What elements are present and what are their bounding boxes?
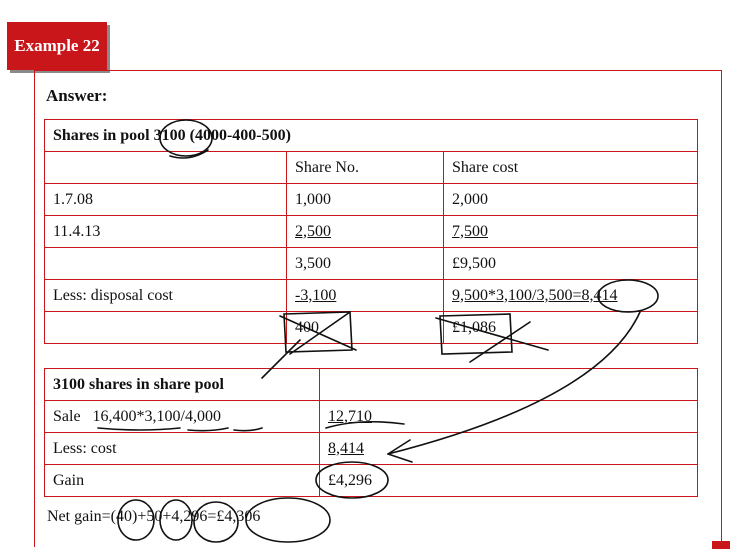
table-row [45, 433, 698, 465]
row-label: Sale [53, 407, 81, 425]
share-cost: 9,500*3,100/3,500=8,414 [452, 286, 618, 304]
pool-table-title: Shares in pool 3100 (4000-400-500) [45, 120, 698, 152]
sale-value: 12,710 [328, 407, 372, 425]
row-label [45, 248, 287, 280]
share-number-cell [287, 216, 444, 248]
corner-marker [712, 541, 730, 549]
table-row [45, 465, 698, 497]
net-gain-text: Net gain=(40)+50+4,296=£4,306 [47, 508, 261, 525]
empty-cell [320, 369, 698, 401]
row-label: Less: cost [45, 433, 320, 465]
header-cell [45, 152, 287, 184]
row-label: Gain [45, 465, 320, 497]
cost-value: 8,414 [328, 439, 364, 457]
value-cell [320, 433, 698, 465]
share-number: -3,100 [295, 286, 337, 304]
table-row [45, 280, 698, 312]
share-pool-table [44, 119, 698, 344]
share-cost: £9,500 [444, 248, 698, 280]
value-cell [320, 401, 698, 433]
answer-label: Answer: [46, 86, 108, 105]
table-row [45, 312, 698, 344]
share-cost-cell [444, 216, 698, 248]
gain-value: £4,296 [320, 465, 698, 497]
example-badge: Example 22 [7, 22, 107, 70]
row-label: 11.4.13 [45, 216, 287, 248]
gain-table-title: 3100 shares in share pool [45, 369, 320, 401]
share-cost-cell [444, 280, 698, 312]
table-row [45, 248, 698, 280]
share-number: 3,500 [287, 248, 444, 280]
share-cost: £1,086 [444, 312, 698, 344]
share-number: 1,000 [287, 184, 444, 216]
table-row [45, 184, 698, 216]
table-row [45, 216, 698, 248]
gain-table [44, 368, 698, 497]
share-number-cell [287, 280, 444, 312]
share-number: 400 [287, 312, 444, 344]
header-cell: Share No. [287, 152, 444, 184]
row-label: 1.7.08 [45, 184, 287, 216]
share-cost: 7,500 [452, 222, 488, 240]
header-cell: Share cost [444, 152, 698, 184]
row-label-cell [45, 401, 320, 433]
row-label: Less: disposal cost [45, 280, 287, 312]
share-cost: 2,000 [444, 184, 698, 216]
sale-calculation: 16,400*3,100/4,000 [92, 407, 221, 425]
row-label [45, 312, 287, 344]
table-row [45, 401, 698, 433]
table-header-row [45, 152, 698, 184]
share-number: 2,500 [295, 222, 331, 240]
